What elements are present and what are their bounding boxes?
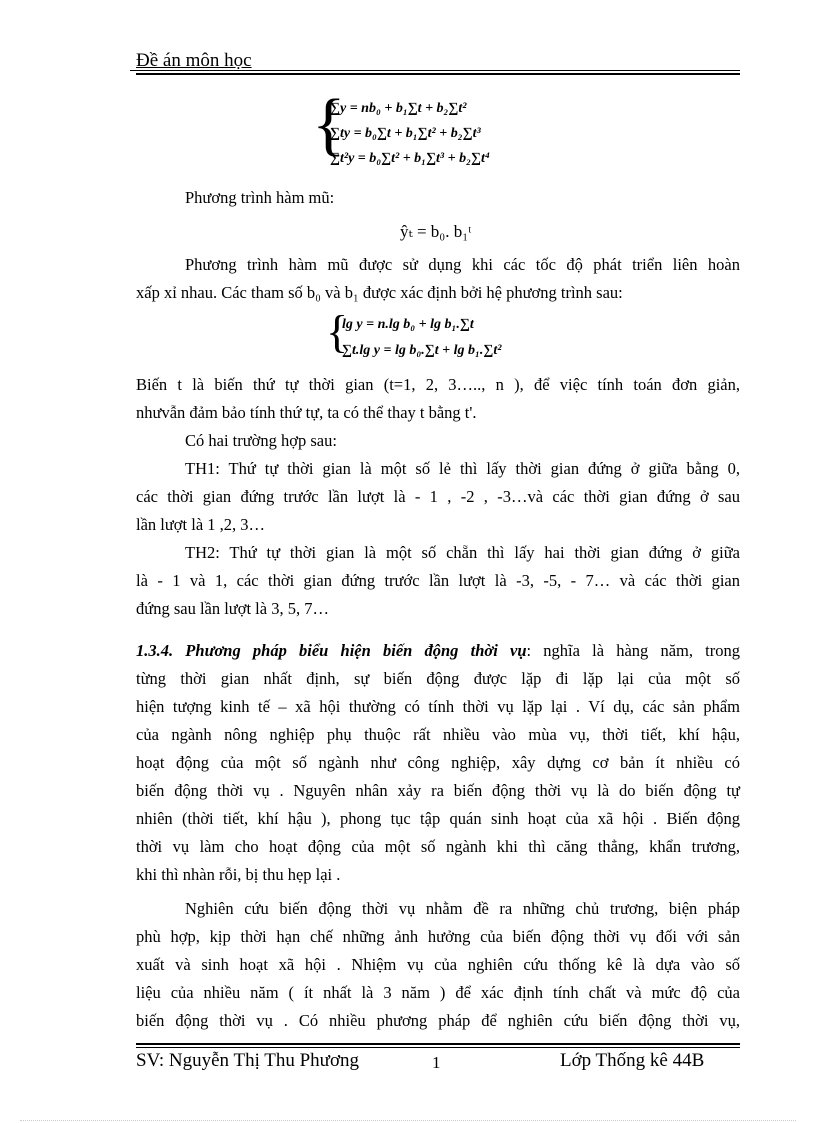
section-line-7: nhiên (thời tiết, khí hậu ), phong tục tập quán sinh hoạt của xã hội . Biến động [136,809,740,828]
research-line-2: phù hợp, kịp thời hạn chế những ảnh hưởng của biến động thời vụ đối với sản [136,927,740,946]
system1-eq-1: ∑y = nb₀ + b₁∑t + b₂∑t² [330,101,467,116]
var-para-line-1: Biến t là biến thứ tự thời gian (t=1, 2, 3….., n ), để việc tính toán đơn giản, [136,375,740,394]
page-bottom-dotted-rule [20,1120,796,1121]
var-para-line-2: nhưvẫn đảm bảo tính thứ tự, ta có thể thay t bằng t'. [136,403,477,422]
header-rule-thick [136,73,740,75]
th1-line-2: các thời gian đứng trước lần lượt là - 1 , -2 , -3…và các thời gian đứng ở sau [136,487,740,506]
exp-para-line-1: Phương trình hàm mũ được sử dụng khi các tốc độ phát triển liên hoàn [185,255,740,274]
th1-line-3: lần lượt là 1 ,2, 3… [136,515,266,534]
section-line-8: thời vụ làm cho hoạt động của một số ngành khi thì căng thẳng, khẩn trương, [136,837,740,856]
section-first-line-rest: : nghĩa là hàng năm, trong [526,641,740,660]
footer-page-number: 1 [432,1053,441,1072]
th1-line-1: TH1: Thứ tự thời gian là một số lẻ thì lấy thời gian đứng ở giữa bằng 0, [185,459,740,478]
left-brace: { [312,86,346,163]
research-line-4: liệu của nhiều năm ( ít nhất là 3 năm ) để xác định tính chất và mức độ của [136,983,740,1002]
research-line-1: Nghiên cứu biến động thời vụ nhằm đề ra những chủ trương, biện pháp [185,899,740,918]
section-heading: 1.3.4. Phương pháp biểu hiện biến động thời vụ [136,641,527,660]
section-line-6: biến động thời vụ . Nguyên nhân xảy ra biến động thời vụ là do biến động tự [136,781,740,800]
equation-system-1 [312,86,576,176]
section-line-9: khi thì nhàn rỗi, bị thu hẹp lại . [136,865,341,884]
footer-student: SV: Nguyễn Thị Thu Phương [136,1050,360,1071]
exp-formula: ŷₜ = b₀. b₁ᵗ [400,222,472,241]
section-heading-line [136,641,740,661]
section-line-5: hoạt động của một số ngành như công nghiệp, xây dựng cơ bản ít nhiều có [136,753,740,772]
section-line-4: của ngành nông nghiệp phụ thuộc rất nhiều vào mùa vụ, thời tiết, khí hậu, [136,725,740,744]
cases-intro: Có hai trường hợp sau: [185,431,337,450]
header-rule-thin [130,70,740,71]
th2-line-1: TH2: Thứ tự thời gian là một số chẵn thì lấy hai thời gian đứng ở giữa [185,543,740,562]
system2-eq-1: lg y = n.lg b₀ + lg b₁.∑t [342,317,474,332]
footer-rule-thin [136,1047,740,1048]
equation-system-2 [326,306,560,365]
section-line-3: hiện tượng kinh tế – xã hội thường có tính thời vụ lặp lại . Ví dụ, các sản phẩm [136,697,740,716]
th2-line-2: là - 1 và 1, các thời gian đứng trước lần lượt là -3, -5, - 7… và các thời gian [136,571,740,590]
footer-class: Lớp Thống kê 44B [560,1050,705,1071]
system2-eq-2: ∑t.lg y = lg b₀.∑t + lg b₁.∑t² [342,343,502,358]
exp-intro: Phương trình hàm mũ: [185,188,335,207]
exp-para-line-2: xấp xỉ nhau. Các tham số b₀ và b₁ được xác định bởi hệ phương trình sau: [136,283,623,302]
research-line-5: biến động thời vụ . Có nhiều phương pháp để nghiên cứu biến động thời vụ, [136,1011,740,1030]
system1-eq-3: ∑t²y = b₀∑t² + b₁∑t³ + b₂∑t⁴ [330,151,490,166]
header-title: Đề án môn học [136,50,252,71]
system1-eq-2: ∑ty = b₀∑t + b₁∑t² + b₂∑t³ [330,126,481,141]
section-line-2: từng thời gian nhất định, sự biến động được lặp đi lặp lại của một số [136,669,740,688]
th2-line-3: đứng sau lần lượt là 3, 5, 7… [136,599,329,618]
left-brace: { [326,306,349,357]
footer-rule-thick [136,1043,740,1045]
research-line-3: xuất và sinh hoạt xã hội . Nhiệm vụ của nghiên cứu thống kê là dựa vào số [136,955,740,974]
